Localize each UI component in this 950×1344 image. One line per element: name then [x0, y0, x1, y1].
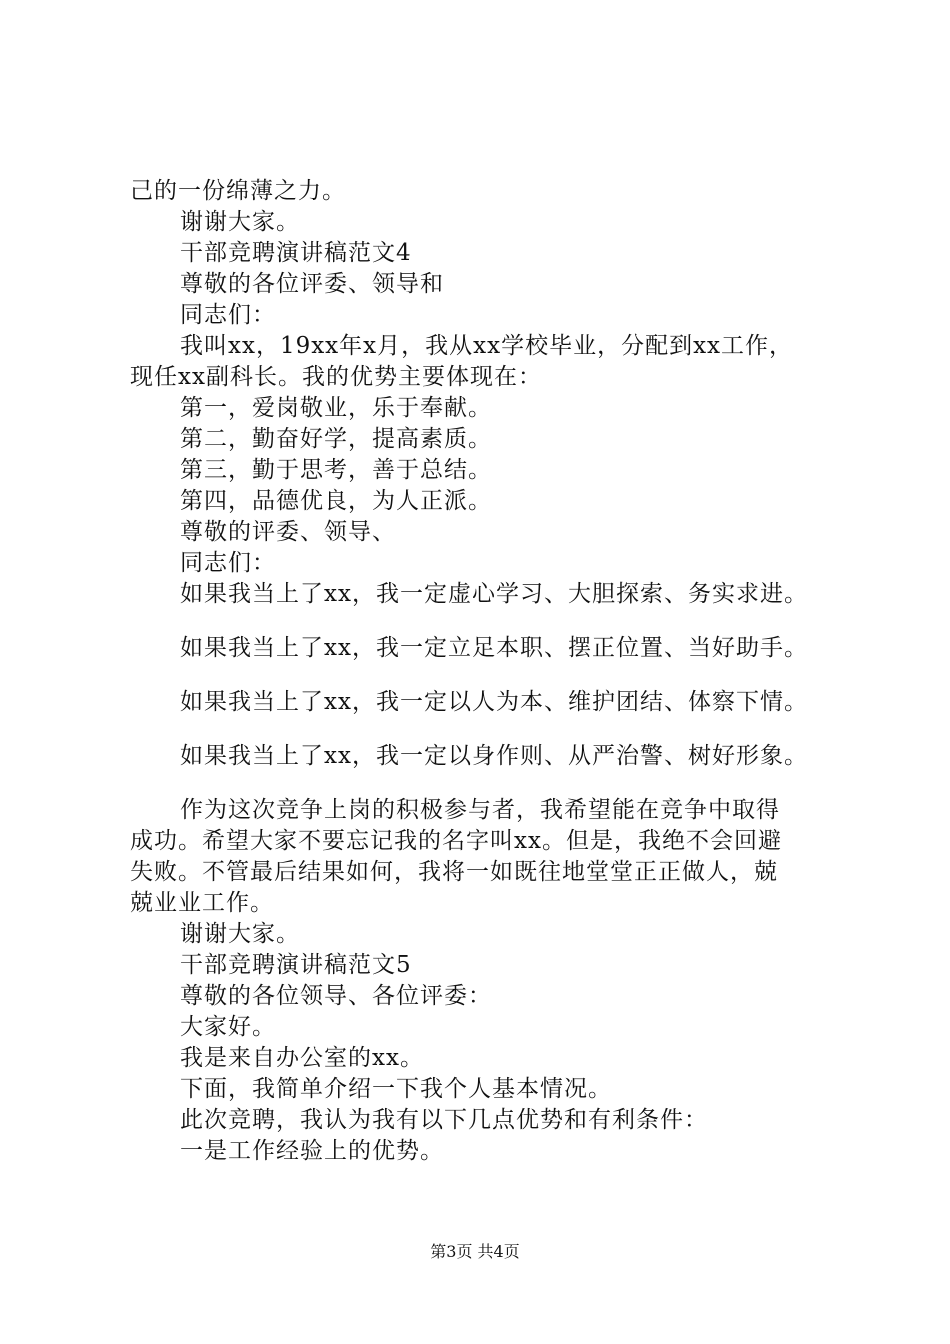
text-line: 如果我当上了xx，我一定虚心学习、大胆探索、务实求进。 — [180, 581, 808, 607]
text-line: 如果我当上了xx，我一定以身作则、从严治警、树好形象。 — [180, 743, 808, 769]
text-line: 失败。不管最后结果如何，我将一如既往地堂堂正正做人，兢 — [130, 859, 778, 885]
section-heading: 干部竞聘演讲稿范文4 — [180, 240, 412, 266]
text-line: 第四，品德优良，为人正派。 — [180, 488, 492, 514]
text-line: 同志们： — [180, 302, 276, 328]
text-line: 己的一份绵薄之力。 — [130, 178, 346, 204]
text-line: 同志们： — [180, 550, 276, 576]
text-line: 如果我当上了xx，我一定立足本职、摆正位置、当好助手。 — [180, 635, 808, 661]
paragraph-gap — [130, 772, 850, 795]
text-line: 第三，勤于思考，善于总结。 — [180, 457, 492, 483]
text-line: 现任xx副科长。我的优势主要体现在： — [130, 364, 542, 390]
paragraph-gap — [130, 664, 850, 687]
text-line: 第一，爱岗敬业，乐于奉献。 — [180, 395, 492, 421]
document-body — [130, 176, 850, 1167]
text-line: 第二，勤奋好学，提高素质。 — [180, 426, 492, 452]
text-line: 谢谢大家。 — [180, 209, 300, 235]
text-line: 我是来自办公室的xx。 — [180, 1045, 424, 1071]
text-line: 尊敬的评委、领导、 — [180, 519, 396, 545]
text-line: 此次竞聘，我认为我有以下几点优势和有利条件： — [180, 1107, 708, 1133]
text-line: 兢业业工作。 — [130, 890, 274, 916]
text-line: 大家好。 — [180, 1014, 276, 1040]
paragraph-gap — [130, 718, 850, 741]
text-line: 尊敬的各位领导、各位评委： — [180, 983, 492, 1009]
text-line: 我叫xx，19xx年x月，我从xx学校毕业，分配到xx工作， — [180, 333, 794, 359]
text-line: 尊敬的各位评委、领导和 — [180, 271, 444, 297]
text-line: 一是工作经验上的优势。 — [180, 1138, 444, 1164]
section-heading: 干部竞聘演讲稿范文5 — [180, 952, 412, 978]
page-number-footer: 第3页 共4页 — [430, 1242, 520, 1261]
paragraph-gap — [130, 610, 850, 633]
text-line: 成功。希望大家不要忘记我的名字叫xx。但是，我绝不会回避 — [130, 828, 782, 854]
text-line: 谢谢大家。 — [180, 921, 300, 947]
text-line: 作为这次竞争上岗的积极参与者，我希望能在竞争中取得 — [180, 797, 780, 823]
text-line: 下面，我简单介绍一下我个人基本情况。 — [180, 1076, 612, 1102]
text-line: 如果我当上了xx，我一定以人为本、维护团结、体察下情。 — [180, 689, 808, 715]
